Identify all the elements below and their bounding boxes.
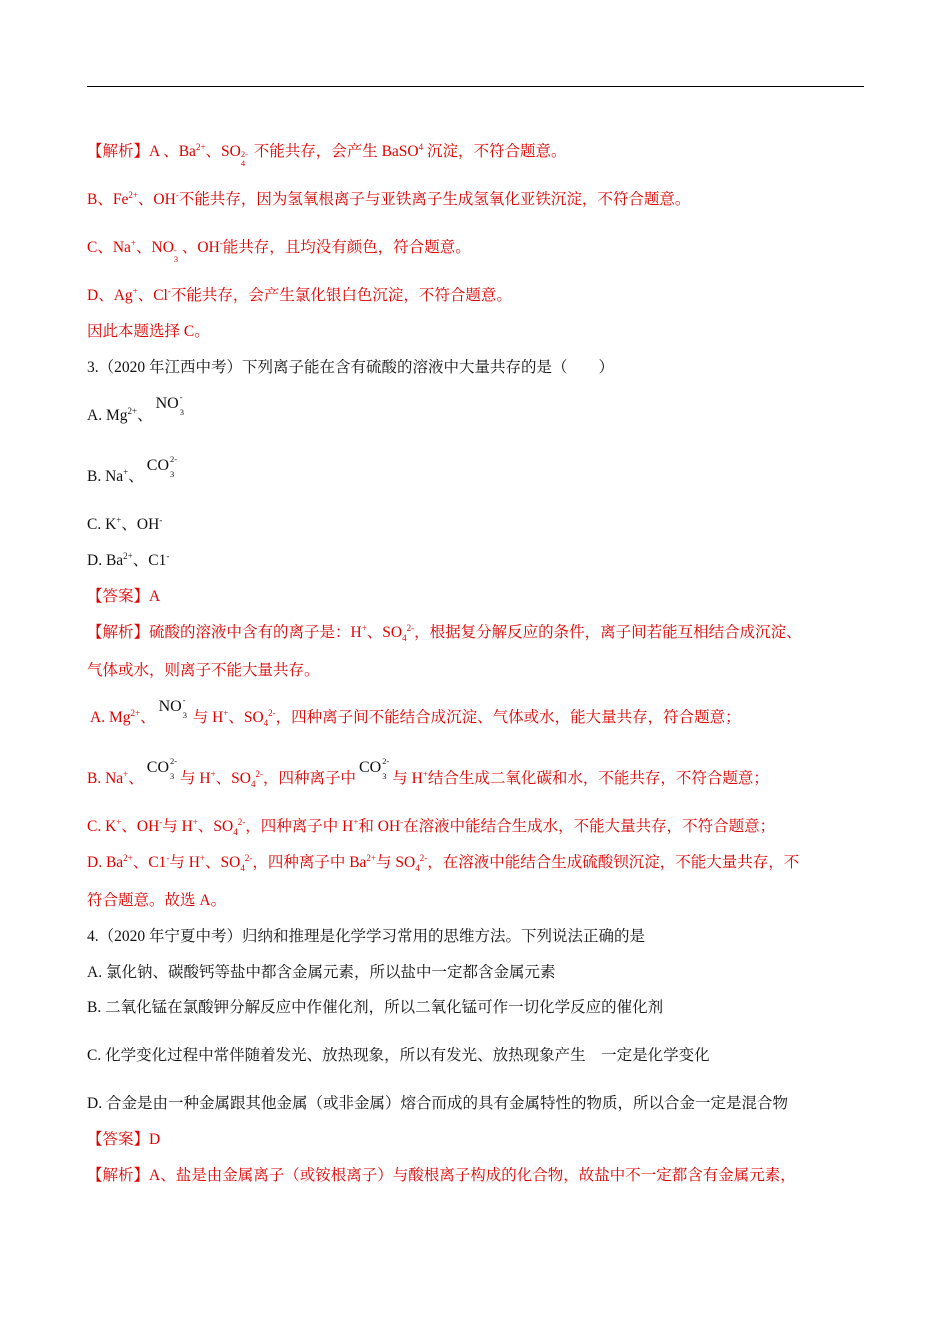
question-3-title: 3.（2020 年江西中考）下列离子能在含有硫酸的溶液中大量共存的是（ ）: [87, 359, 615, 376]
explanation-line-d: D、Ag+、Cl-不能共存，会产生氯化银白色沉淀，不符合题意。: [87, 286, 512, 304]
explanation-line-c: C、Na+、NO - 3 、OH-能共存，且均没有颜色，符合题意。: [87, 238, 471, 264]
question-3-option-d: D. $Ba^{2+}$、C1-: [87, 551, 170, 569]
explanation-line-b: B、$Fe^{2+}$、OH-不能共存，因为氢氧根离子与亚铁离子生成氢氧化亚铁沉淀，不符合题意。: [87, 190, 691, 208]
question-3-explanation-b: B. Na+、CO 2- 3 与 H+、$SO_4^{2-}$，四种离子中CO 2- 3 与 H+结合生成二氧化碳和水，不能共存，不符合题意；: [87, 756, 769, 790]
question-3-option-c: C. K+、OH-: [87, 515, 163, 533]
question-3-explanation-d: D. $Ba^{2+}$、C1-与 H+、$SO_4^{2-}$，四种离子中 $Ba^{2+}$与 $SO_4^{2-}$，在溶液中能结合生成硫酸钡沉淀，不能大量共存，不: [87, 853, 800, 874]
question-3-explanation-1: 【解析】硫酸的溶液中含有的离子是：H+、$SO_4^{2-}$，根据复分解反应的条件，离子间若能互相结合成沉淀、: [87, 623, 802, 644]
question-3-explanation-c: C. K+、OH-与 H+、$SO_4^{2-}$，四种离子中 H+和 OH-在溶液中能结合生成水，不能大量共存，不符合题意；: [87, 817, 776, 838]
explanation-conclusion: 因此本题选择 C。: [87, 323, 210, 340]
explanation-line-a: 【解析】A 、$Ba^{2+}$、SO 2- 4 不能共存，会产生 BaSO$^4$ 沉淀，不符合题意。: [87, 142, 567, 168]
question-3-option-b: B. Na+、CO 2- 3: [87, 454, 178, 485]
header-rule: [87, 86, 864, 87]
question-3-option-a: A. $Mg^{2+}$、NO - 3: [87, 392, 184, 424]
question-4-title: 4.（2020 年宁夏中考）归纳和推理是化学学习常用的思维方法。下列说法正确的是: [87, 928, 646, 945]
question-3-answer: 【答案】A: [87, 588, 161, 605]
question-4-explanation-1: 【解析】A、盐是由金属离子（或铵根离子）与酸根离子构成的化合物，故盐中不一定都含有金属元素，: [87, 1167, 796, 1184]
question-3-explanation-2: 气体或水，则离子不能大量共存。: [87, 662, 320, 679]
question-3-explanation-a: A. $Mg^{2+}$、NO - 3 与 H+、$SO_4^{2-}$，四种离子间不能结合成沉淀、气体或水，能大量共存，符合题意；: [90, 695, 741, 729]
question-4-option-a: A. 氯化钠、碳酸钙等盐中都含金属元素，所以盐中一定都含金属元素: [87, 964, 556, 981]
question-4-option-d: D. 合金是由一种金属跟其他金属（或非金属）熔合而成的具有金属特性的物质，所以合金一定是混合物: [87, 1095, 788, 1112]
question-4-answer: 【答案】D: [87, 1131, 161, 1148]
question-3-explanation-d-cont: 符合题意。故选 A。: [87, 892, 227, 909]
question-4-option-c: C. 化学变化过程中常伴随着发光、放热现象，所以有发光、放热现象产生 一定是化学变化: [87, 1047, 710, 1064]
question-4-option-b: B. 二氧化锰在氯酸钾分解反应中作催化剂，所以二氧化锰可作一切化学反应的催化剂: [87, 999, 664, 1016]
